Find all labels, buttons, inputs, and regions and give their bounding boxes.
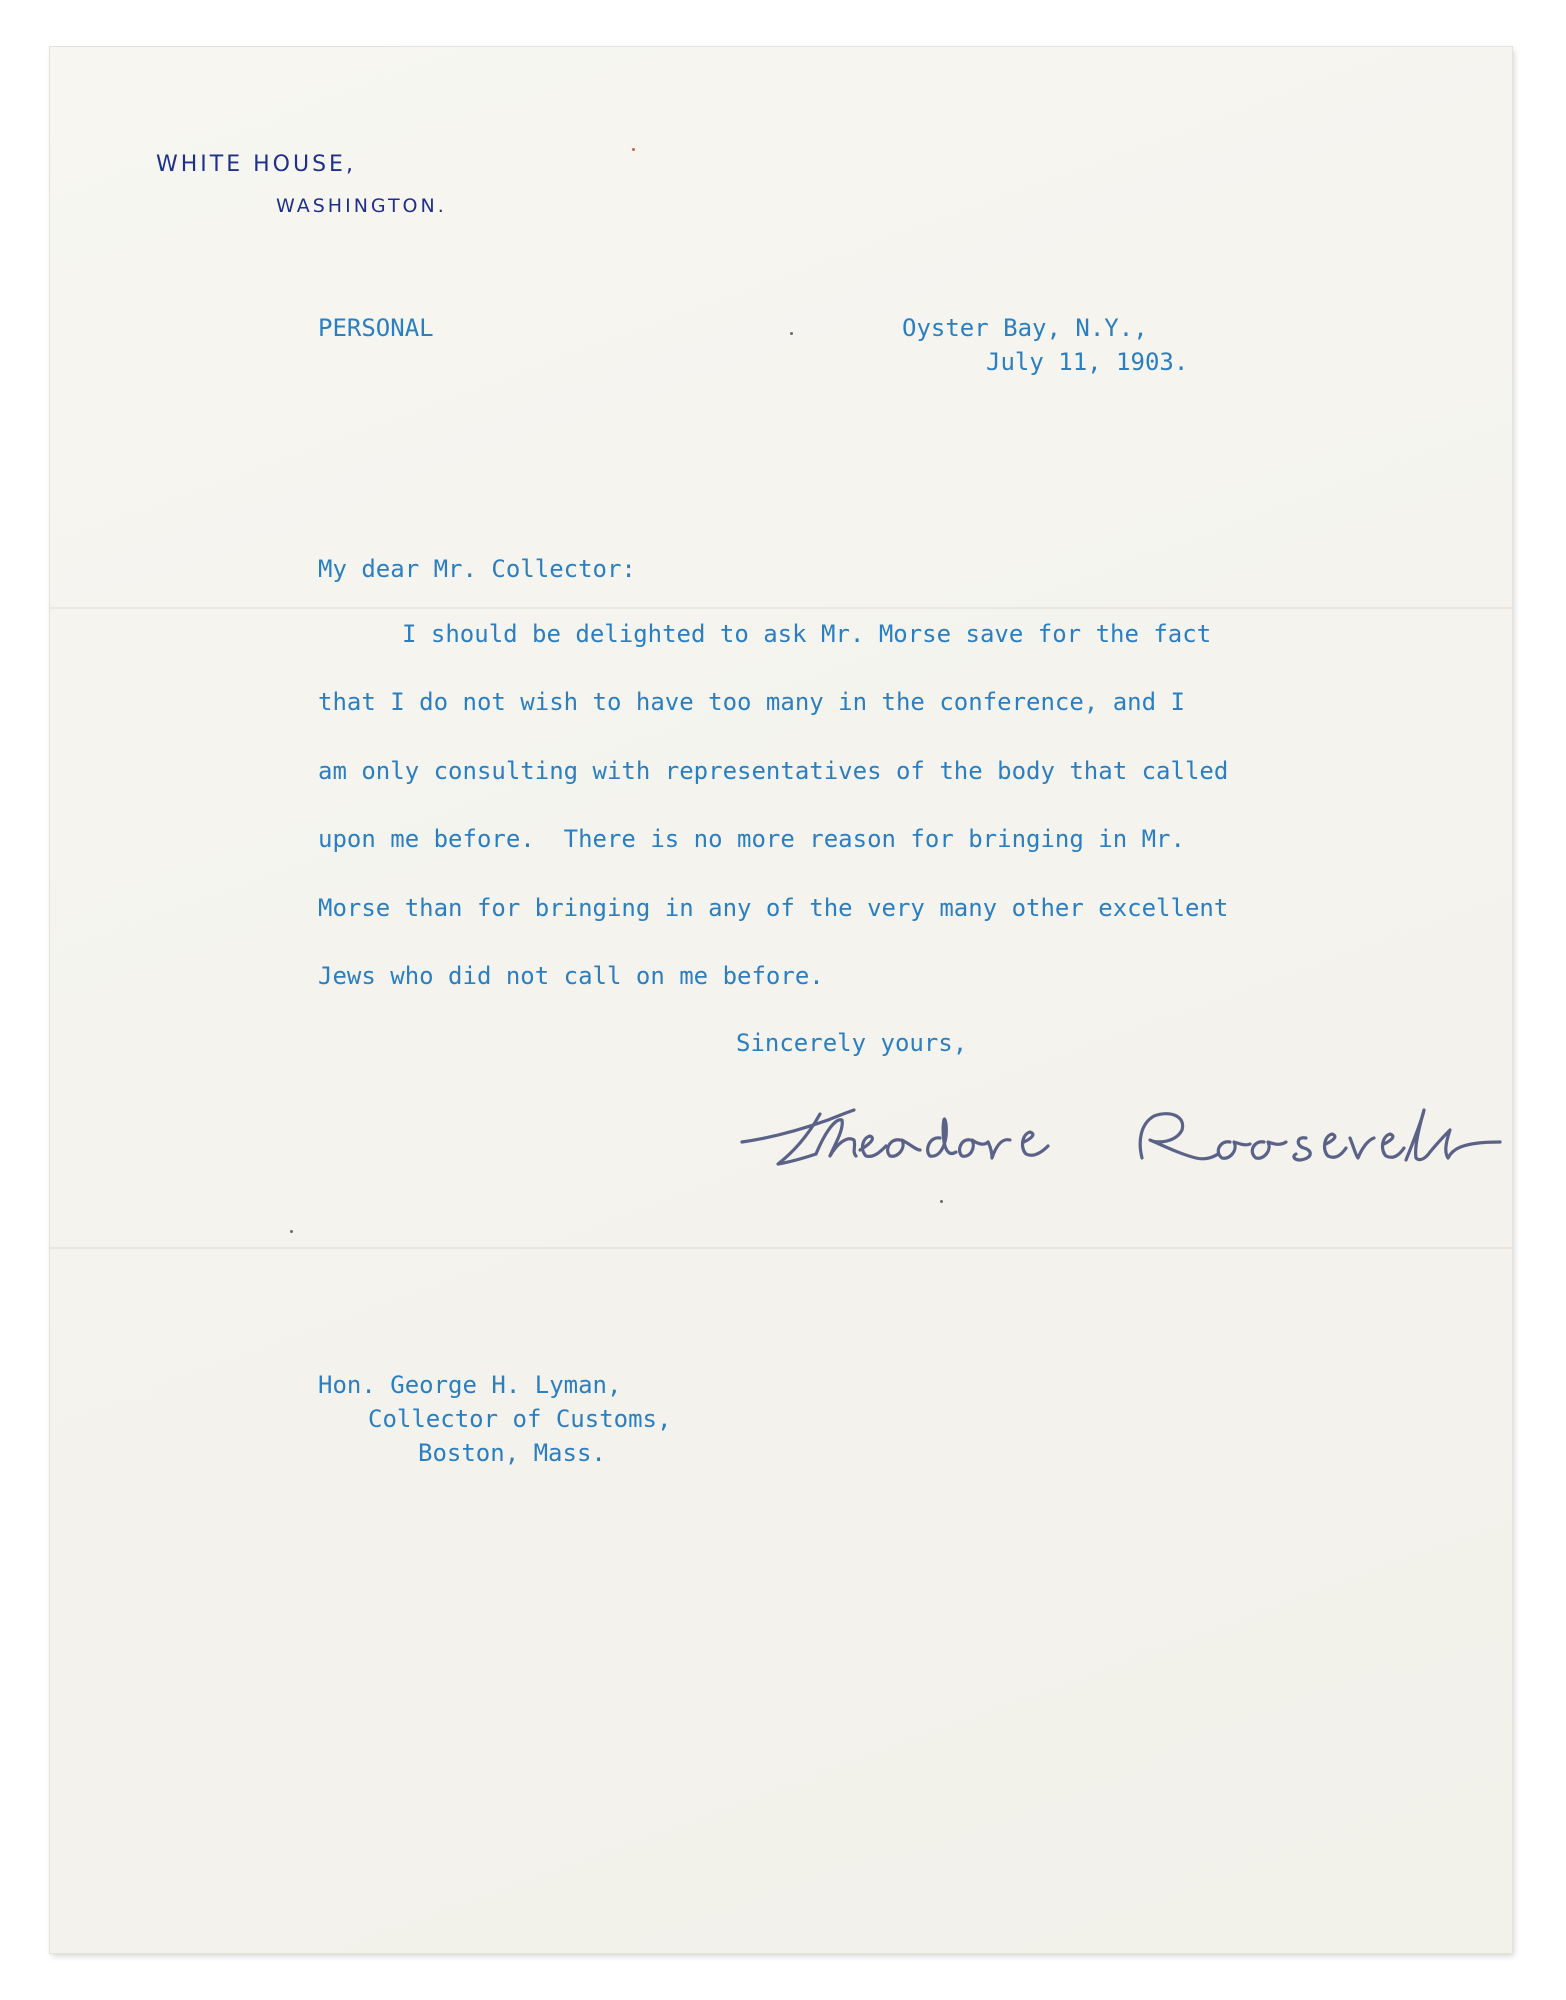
closing: Sincerely yours, — [736, 1029, 968, 1057]
paper-fold — [50, 1247, 1512, 1249]
body-line: that I do not wish to have too many in the conference, and I — [318, 688, 1185, 716]
paper-speck — [632, 148, 635, 151]
body-line: Morse than for bringing in any of the very many other excellent — [318, 894, 1229, 922]
paper-fold — [50, 607, 1512, 609]
letterhead-line-1: WHITE HOUSE, — [156, 152, 356, 177]
body-line: Jews who did not call on me before. — [318, 962, 824, 990]
paper-speck — [290, 1230, 293, 1233]
body-line: am only consulting with representatives of the body that called — [318, 757, 1229, 785]
personal-marking: PERSONAL — [318, 314, 434, 342]
addressee-line-2: Collector of Customs, — [368, 1405, 672, 1433]
body-line: upon me before. There is no more reason for bringing in Mr. — [318, 825, 1185, 853]
addressee-line-1: Hon. George H. Lyman, — [318, 1371, 622, 1399]
letter-page — [50, 47, 1512, 1953]
place-line: Oyster Bay, N.Y., — [902, 314, 1148, 342]
letterhead-line-2: WASHINGTON. — [276, 195, 447, 217]
paper-speck — [940, 1200, 943, 1203]
salutation: My dear Mr. Collector: — [318, 555, 636, 583]
date-line: July 11, 1903. — [986, 348, 1189, 376]
body-line: I should be delighted to ask Mr. Morse save for the fact — [402, 620, 1212, 648]
paper-speck — [790, 332, 793, 335]
addressee-line-3: Boston, Mass. — [418, 1439, 606, 1467]
handwritten-signature — [730, 1080, 1510, 1200]
